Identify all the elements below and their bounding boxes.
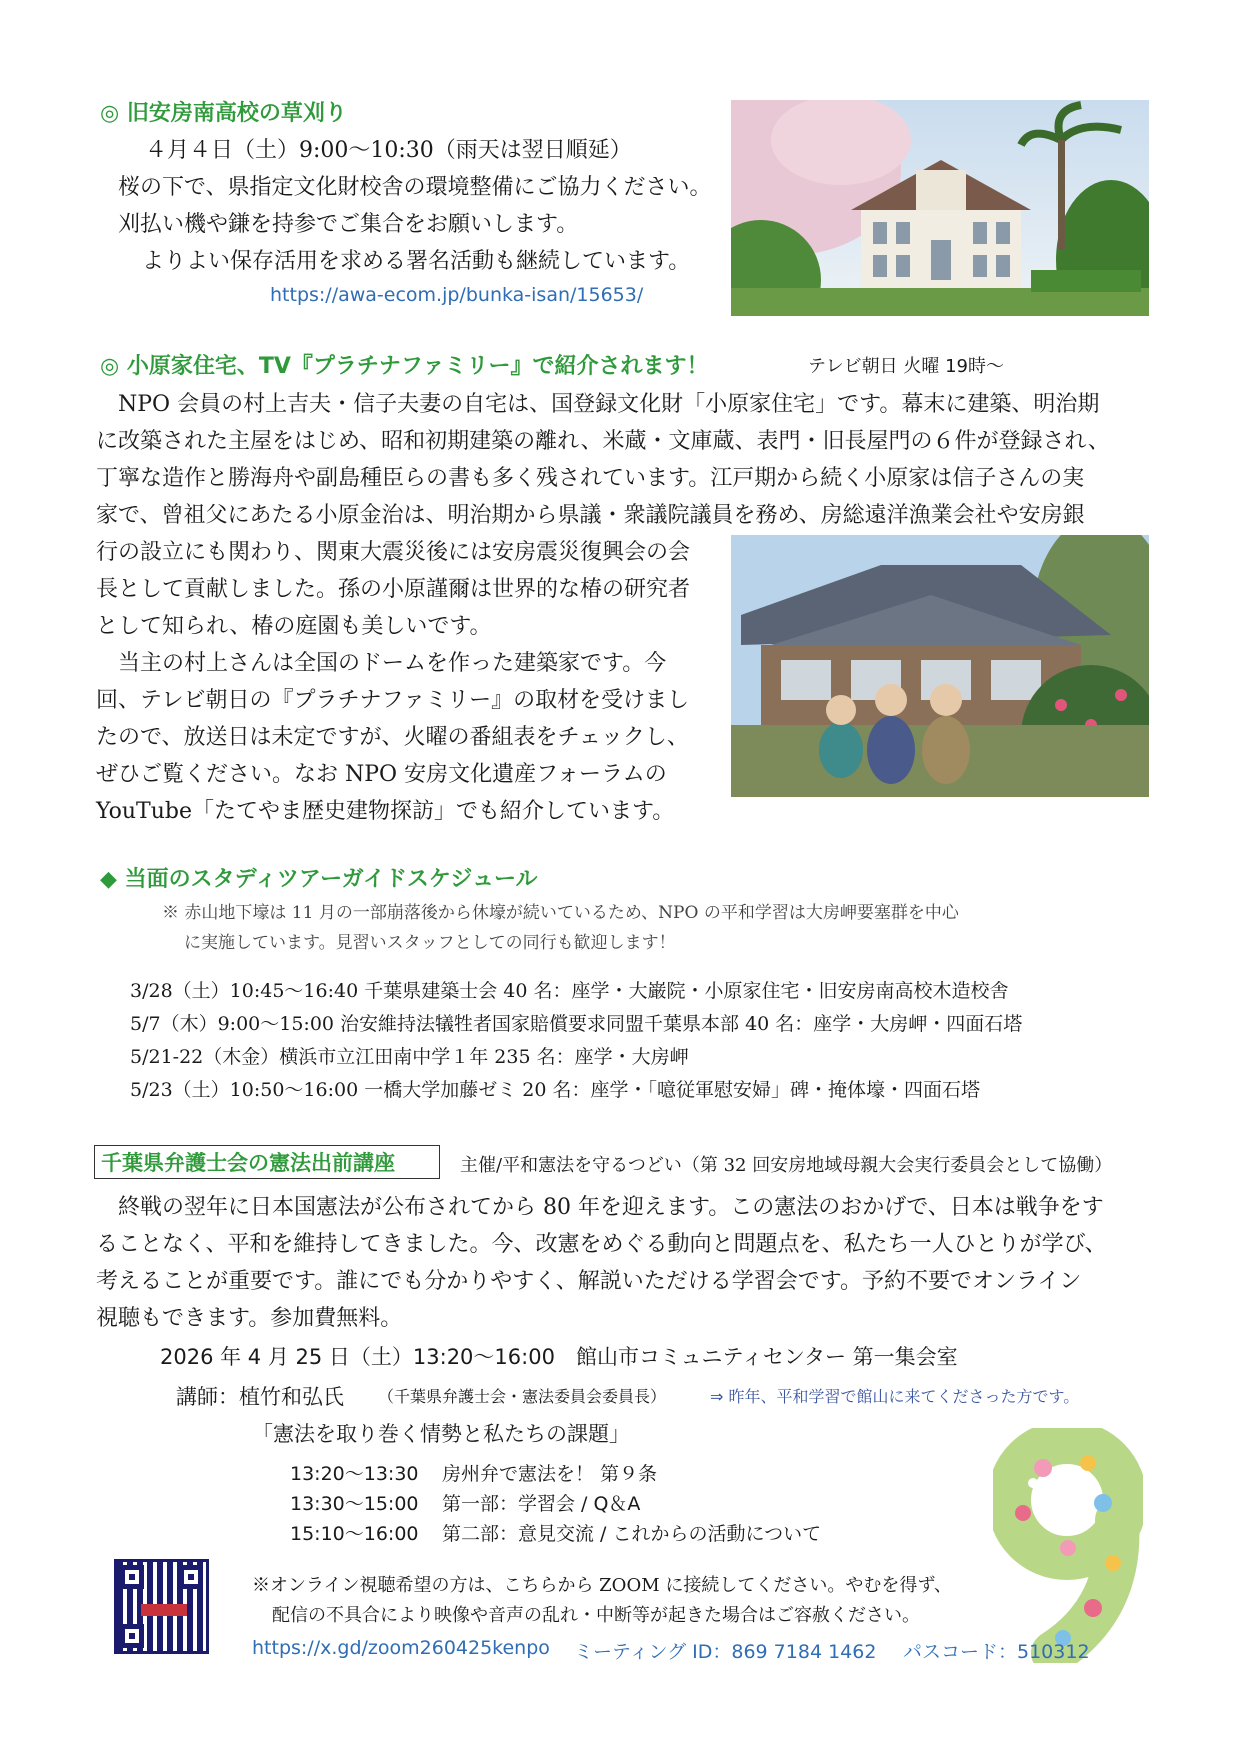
section2-narrow-5: 回、テレビ朝日の『プラチナファミリー』の取材を受けまし: [96, 688, 690, 713]
section2-line-1: NPO 会員の村上吉夫・信子夫妻の自宅は、国登録文化財「小原家住宅」です。幕末に建築、明治期: [96, 392, 1100, 417]
tv-schedule-note: テレビ朝日 火曜 19時～: [808, 356, 1004, 377]
section2-narrow-2: 長として貢献しました。孫の小原謹爾は世界的な椿の研究者: [96, 577, 691, 602]
section2-line-3: 丁寧な造作と勝海舟や副島種臣らの書も多く残されています。江戸期から続く小原家は信子さんの実: [96, 466, 1085, 491]
lecturer-affiliation: （千葉県弁護士会・憲法委員会委員長）: [378, 1387, 667, 1406]
talk-title: 「憲法を取り巻く情勢と私たちの課題」: [252, 1422, 630, 1446]
online-note-1: ※オンライン視聴希望の方は、こちらから ZOOM に接続してください。やむを得ず、: [252, 1575, 952, 1596]
schedule-item: 5/23（土）10:50～16:00 一橋大学加藤ゼミ 20 名：座学・「噫従軍慰安婦」碑・掩体壕・四面石塔: [130, 1079, 980, 1101]
organizer-note: 主催/平和憲法を守るつどい（第 32 回安房地域母親大会実行委員会として協働）: [460, 1155, 1113, 1176]
schedule-item: 3/28（土）10:45～16:40 千葉県建築士会 40 名：座学・大巌院・小原家住宅・旧安房南高校木造校舎: [130, 980, 1009, 1002]
program-item: 第二部：意見交流 / これからの活動について: [442, 1523, 822, 1545]
section1-date: ４月４日（土）9:00～10:30（雨天は翌日順延）: [145, 138, 632, 163]
ohara-house-photo: [731, 535, 1149, 797]
lecture-desc-1: 終戦の翌年に日本国憲法が公布されてから 80 年を迎えます。この憲法のおかげで、日本は戦争をす: [96, 1195, 1104, 1220]
meeting-id: ミーティング ID：869 7184 1462: [574, 1641, 877, 1663]
zoom-url-link[interactable]: https://x.gd/zoom260425kenpo: [252, 1637, 550, 1659]
qr-badge: [141, 1604, 187, 1616]
section2-narrow-7: ぜひご覧ください。なお NPO 安房文化遺産フォーラムの: [96, 762, 667, 787]
lecturer-label: 講師：植竹和弘氏: [176, 1385, 344, 1409]
lecture-desc-4: 視聴もできます。参加費無料。: [96, 1306, 403, 1331]
lecture-title-box: 千葉県弁護士会の憲法出前講座: [94, 1145, 440, 1179]
schedule-item: 5/21-22（木金）横浜市立江田南中学１年 235 名：座学・大房岬: [130, 1046, 689, 1068]
lecture-desc-3: 考えることが重要です。誰にでも分かりやすく、解説いただける学習会です。予約不要でオンライン: [96, 1269, 1082, 1294]
schedule-note-1: ※ 赤山地下壕は 11 月の一部崩落後から休壕が続いているため、NPO の平和学習は大房岬要塞群を中心: [162, 903, 959, 923]
section2-narrow-6: たので、放送日は未定ですが、火曜の番組表をチェックし、: [96, 725, 689, 750]
section1-line-3: よりよい保存活用を求める署名活動も継続しています。: [142, 249, 691, 274]
program-item: 房州弁で憲法を！ 第９条: [442, 1463, 658, 1485]
section2-narrow-8: YouTube「たてやま歴史建物探訪」でも紹介しています。: [96, 799, 675, 824]
section2-line-2: に改築された主屋をはじめ、昭和初期建築の離れ、米蔵・文庫蔵、表門・旧長屋門の６件が登録され、: [96, 429, 1110, 454]
section2-narrow-1: 行の設立にも関わり、関東大震災後には安房震災復興会の会: [96, 540, 691, 565]
passcode: パスコード：510312: [903, 1641, 1090, 1663]
lecturer-note: ⇒ 昨年、平和学習で館山に来てくださった方です。: [710, 1387, 1080, 1406]
section2-narrow-3: として知られ、椿の庭園も美しいです。: [96, 614, 492, 639]
zoom-qr-code[interactable]: [114, 1559, 209, 1654]
section2-narrow-4: 当主の村上さんは全国のドームを作った建築家です。今: [96, 651, 667, 676]
lecture-datetime: 2026 年 4 月 25 日（土）13:20～16:00 館山市コミュニティセンター 第一集会室: [160, 1345, 958, 1369]
program-time: 13:20～13:30: [290, 1463, 419, 1485]
online-note-2: 配信の不具合により映像や音声の乱れ・中断等が起きた場合はご容赦ください。: [272, 1605, 920, 1626]
program-item: 第一部：学習会 / Q＆A: [442, 1493, 641, 1515]
section1-heading: ◎ 旧安房南高校の草刈り: [100, 101, 347, 126]
program-time: 15:10～16:00: [290, 1523, 419, 1545]
school-building-photo: [731, 100, 1149, 316]
schedule-note-2: に実施しています。見習いスタッフとしての同行も歓迎します！: [184, 933, 676, 953]
section3-heading: ◆ 当面のスタディツアーガイドスケジュール: [100, 867, 538, 892]
schedule-item: 5/7（木）9:00～15:00 治安維持法犠牲者国家賠償要求同盟千葉県本部 40 名：座学・大房岬・四面石塔: [130, 1013, 1023, 1035]
section1-line-1: 桜の下で、県指定文化財校舎の環境整備にご協力ください。: [118, 175, 712, 200]
lecture-desc-2: ることなく、平和を維持してきました。今、改憲をめぐる動向と問題点を、私たち一人ひとりが学び、: [96, 1232, 1107, 1257]
floral-nine-graphic: [993, 1428, 1143, 1663]
section1-url[interactable]: https://awa-ecom.jp/bunka-isan/15653/: [270, 284, 644, 306]
section2-line-4: 家で、曾祖父にあたる小原金治は、明治期から県議・衆議院議員を務め、房総遠洋漁業会社や安房銀: [96, 503, 1085, 528]
section2-heading: ◎ 小原家住宅、TV『プラチナファミリー』で紹介されます！: [100, 354, 709, 379]
section1-line-2: 刈払い機や鎌を持参でご集合をお願いします。: [118, 212, 579, 237]
program-time: 13:30～15:00: [290, 1493, 419, 1515]
